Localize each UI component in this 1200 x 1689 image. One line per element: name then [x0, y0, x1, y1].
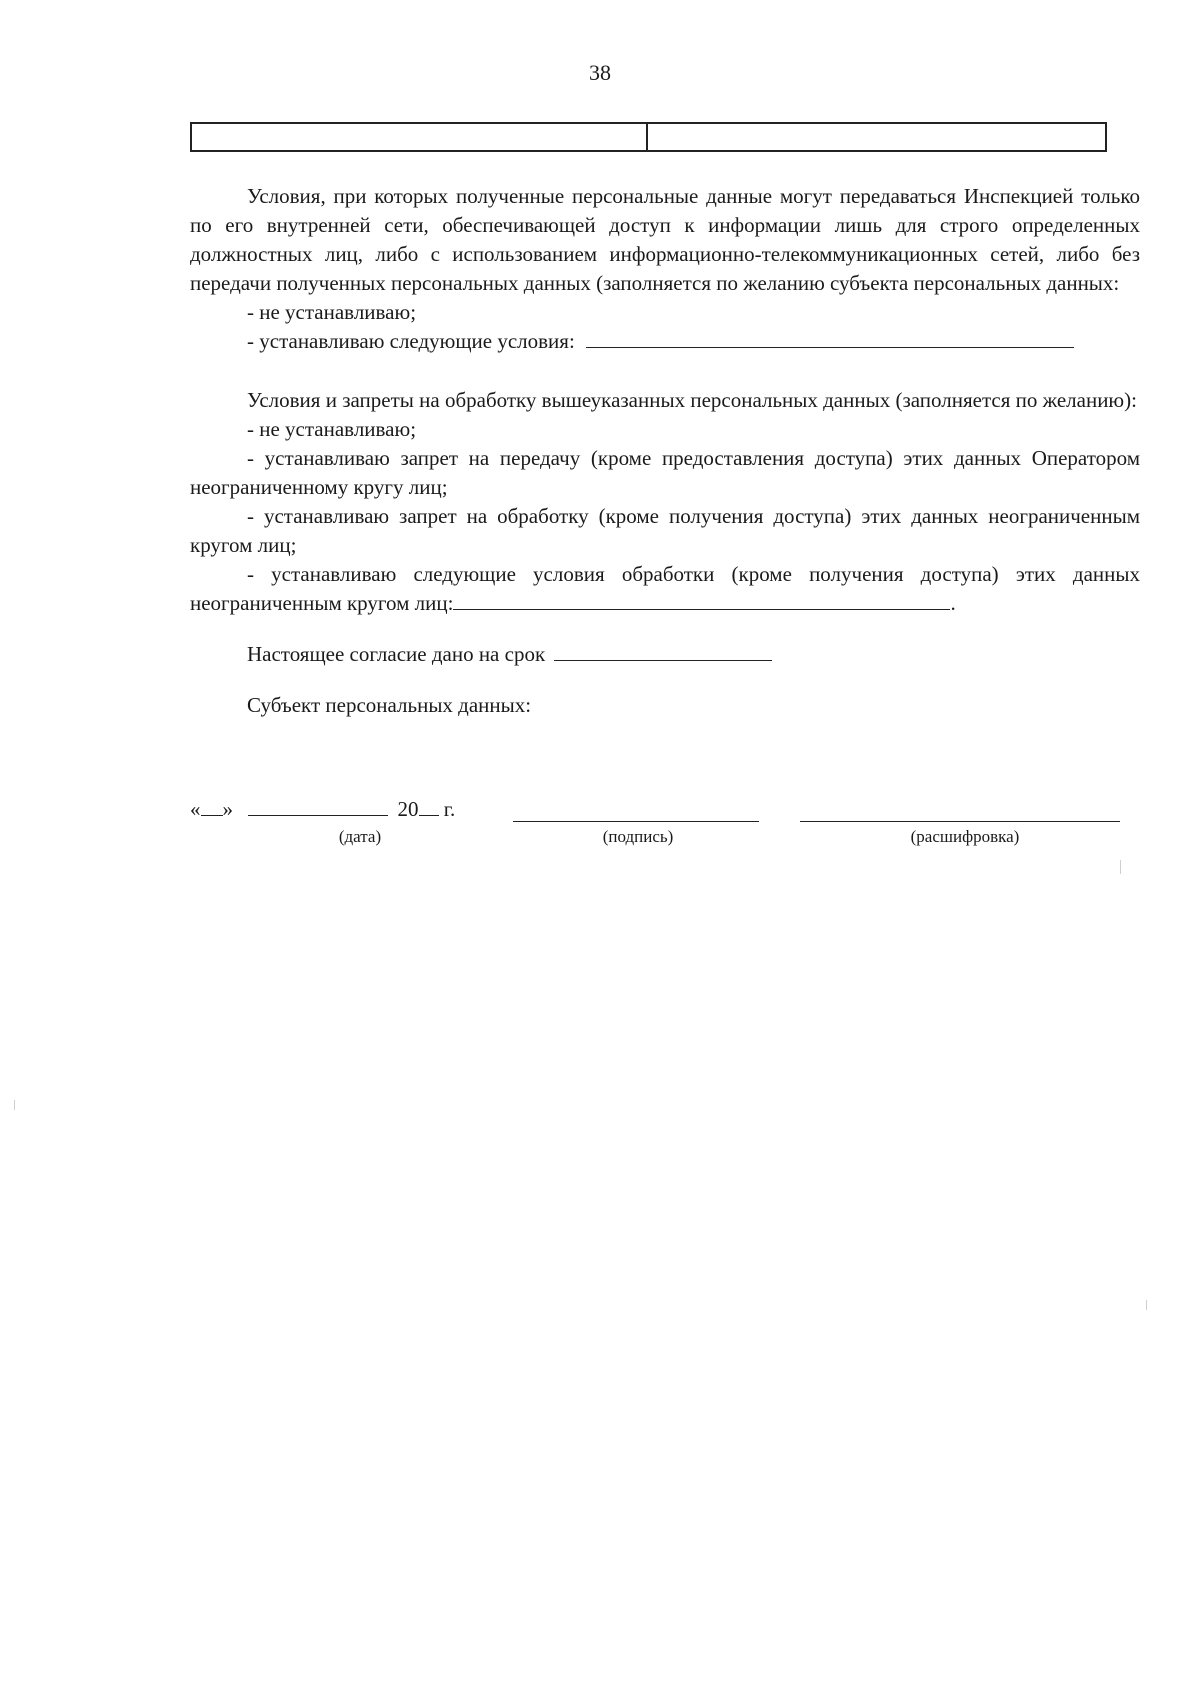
- signature-row: [190, 797, 1140, 857]
- processing-end-mark: .: [950, 591, 956, 615]
- date-block: [190, 797, 455, 822]
- year-prefix: 20: [397, 797, 419, 821]
- subject-label: Субъект персональных данных:: [247, 693, 532, 717]
- transfer-conditions-paragraph: Условия, при которых полученные персональные данные могут передаваться Инспекцией только по его внутренней сети, обеспечивающей доступ к информации лишь для строго определенных должностных лиц, либо с использованием информационно-телекоммуникационных сетей, либо без передачи полученных персональных данных (заполняется по желанию субъекта персональных данных:: [190, 184, 1140, 295]
- table-cell-left: [192, 124, 648, 150]
- processing-conditions-blank[interactable]: [453, 589, 950, 610]
- table-cell-right: [648, 124, 1105, 150]
- scan-artifact: [1120, 860, 1121, 874]
- decoding-caption: (расшифровка): [910, 827, 1020, 846]
- processing-option-not-set: - не устанавливаю;: [247, 417, 417, 441]
- date-caption: (дата): [338, 827, 382, 846]
- signature-line[interactable]: [513, 821, 759, 822]
- processing-option-set-conditions-label: - устанавливаю следующие условия обработки (кроме получения доступа) этих данных неограниченным кругом лиц:: [190, 562, 1140, 615]
- processing-option-transfer-ban: - устанавливаю запрет на передачу (кроме предоставления доступа) этих данных Оператором неограниченному кругу лиц;: [190, 446, 1140, 499]
- scan-artifact: [14, 1100, 15, 1110]
- page-number: 38: [589, 60, 611, 85]
- day-blank[interactable]: [201, 797, 223, 816]
- year-blank[interactable]: [419, 797, 439, 816]
- transfer-option-not-set: - не устанавливаю;: [247, 300, 417, 324]
- decoding-line[interactable]: [800, 821, 1120, 822]
- close-quote: »: [222, 797, 233, 821]
- term-line: [190, 640, 1140, 669]
- processing-option-set-conditions: [190, 560, 1140, 618]
- table-fragment: [190, 122, 1107, 152]
- document-body: [190, 182, 1140, 720]
- month-blank[interactable]: [248, 797, 388, 816]
- signature-caption: (подпись): [602, 827, 674, 846]
- transfer-conditions-blank[interactable]: [586, 327, 1074, 348]
- processing-option-processing-ban: - устанавливаю запрет на обработку (кроме получения доступа) этих данных неограниченным кругом лиц;: [190, 504, 1140, 557]
- processing-conditions-paragraph: Условия и запреты на обработку вышеуказанных персональных данных (заполняется по желанию):: [247, 388, 1137, 412]
- scan-artifact: [1146, 1300, 1147, 1310]
- year-suffix: г.: [443, 797, 456, 821]
- transfer-option-set-conditions: [190, 327, 1140, 356]
- transfer-option-set-conditions-label: - устанавливаю следующие условия:: [247, 329, 575, 353]
- open-quote: «: [190, 797, 201, 821]
- term-blank[interactable]: [554, 640, 772, 661]
- term-label: Настоящее согласие дано на срок: [247, 642, 546, 666]
